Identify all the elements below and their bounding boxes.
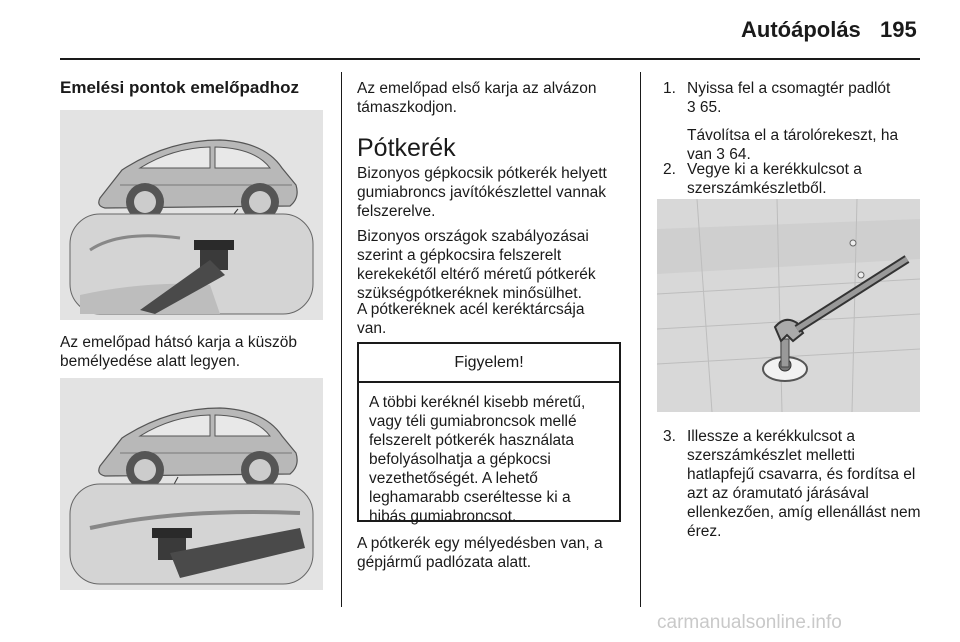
- paragraph-line: A pótkerék egy mélyedésben van, a: [357, 535, 603, 552]
- warning-line: befolyásolhatja a gépkocsi: [369, 451, 551, 468]
- left-caption: [60, 333, 297, 371]
- paragraph-line: van.: [357, 320, 387, 337]
- step-number: 1.: [663, 80, 676, 97]
- paragraph-1: [357, 164, 607, 221]
- header-title: Autóápolás: [741, 17, 861, 42]
- step-3: [663, 427, 943, 547]
- step-line: 3 65.: [687, 99, 722, 116]
- step-line: van 3 64.: [687, 146, 751, 163]
- step-body: [687, 79, 939, 164]
- step-number: 3.: [663, 428, 676, 445]
- caption-line: bemélyedése alatt legyen.: [60, 353, 241, 370]
- caption-line: Az emelőpad hátsó karja a küszöb: [60, 334, 297, 351]
- step-line: szerszámkészlet melletti: [687, 447, 855, 464]
- step-line: Illessze a kerékkulcsot a: [687, 428, 855, 445]
- warning-line: leghamarabb cseréltesse ki a: [369, 489, 571, 506]
- header-rule: [60, 58, 920, 60]
- step-line: érez.: [687, 523, 722, 540]
- paragraph-line: gépjármű padlózata alatt.: [357, 554, 532, 571]
- paragraph-line: szerint a gépkocsira felszerelt: [357, 247, 562, 264]
- intro-line: Az emelőpad első karja az alvázon: [357, 80, 597, 97]
- watermark: carmanualsonline.info: [657, 612, 842, 633]
- paragraph-line: gumiabroncs javítókészlettel vannak: [357, 184, 606, 201]
- paragraph-line: Bizonyos gépkocsik pótkerék helyett: [357, 165, 607, 182]
- paragraph-line: Bizonyos országok szabályozásai: [357, 228, 589, 245]
- paragraph-2: [357, 227, 596, 303]
- step-line: ellenkezően, amíg ellenállást nem: [687, 504, 921, 521]
- warning-box: [357, 342, 621, 525]
- step-body: [687, 160, 939, 198]
- warning-line: hibás gumiabroncsot.: [369, 508, 517, 525]
- wheel-wrench-illustration: [657, 199, 920, 412]
- step-body: [687, 427, 939, 541]
- warning-line: vagy téli gumiabroncsok mellé: [369, 413, 577, 430]
- paragraph-line: A pótkeréknek acél keréktárcsája: [357, 301, 585, 318]
- warning-title: Figyelem!: [359, 344, 619, 383]
- paragraph-4: [357, 534, 603, 572]
- lift-point-rear-figure: [60, 378, 323, 590]
- step-line: hatlapfejű csavarra, és fordítsa el: [687, 466, 916, 483]
- spare-wheel-heading: Pótkerék: [357, 134, 456, 162]
- step-line: Vegye ki a kerékkulcsot a: [687, 161, 862, 178]
- paragraph-line: kerekekétől eltérő méretű pótkerék: [357, 266, 596, 283]
- section-title: Emelési pontok emelőpadhoz: [60, 78, 299, 97]
- warning-line: vezethetőségét. A lehető: [369, 470, 538, 487]
- column-divider-right: [640, 72, 641, 607]
- column-divider-left: [341, 72, 342, 607]
- warning-text: [359, 383, 619, 536]
- step-number: 2.: [663, 161, 676, 178]
- wrench-figure: [657, 199, 920, 412]
- step-line: Nyissa fel a csomagtér padlót: [687, 80, 891, 97]
- warning-line: felszerelt pótkerék használata: [369, 432, 575, 449]
- intro-paragraph: [357, 79, 597, 117]
- lift-point-front-figure: [60, 110, 323, 320]
- step-line: azt az óramutató járásával: [687, 485, 869, 502]
- page-number: 195: [880, 17, 917, 42]
- intro-line: támaszkodjon.: [357, 99, 457, 116]
- paragraph-line: felszerelve.: [357, 203, 436, 220]
- step-line: Távolítsa el a tárolórekeszt, ha: [687, 127, 899, 144]
- step-2: [663, 160, 943, 200]
- car-lift-front-illustration: [60, 110, 323, 320]
- paragraph-line: szükségpótkeréknek minősülhet.: [357, 285, 582, 302]
- paragraph-3: [357, 300, 584, 338]
- step-line: szerszámkészletből.: [687, 180, 827, 197]
- car-lift-rear-illustration: [60, 378, 323, 590]
- warning-line: A többi keréknél kisebb méretű,: [369, 394, 586, 411]
